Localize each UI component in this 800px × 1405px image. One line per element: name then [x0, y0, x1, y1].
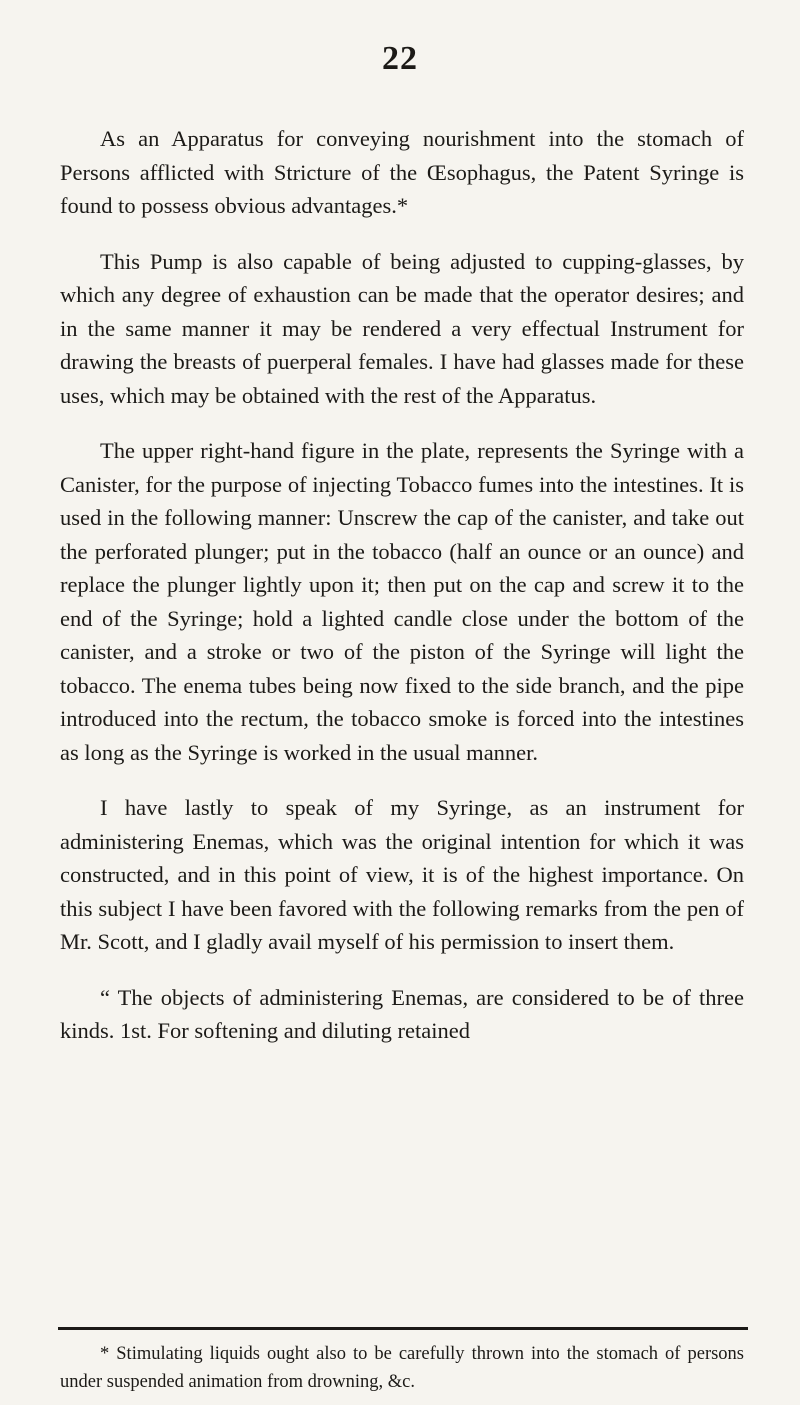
paragraph-pump: This Pump is also capable of being adjusted to cupping-glasses, by which any degree of exhaustion can be made that the operator desires; and in the same manner it may be rendered a very effectual Instrument for drawing the breasts of puerperal females. I have had glasses made for these uses, which may be obtained with the rest of the Apparatus. — [60, 248, 744, 408]
body-text — [60, 122, 744, 1048]
footnote: * Stimulating liquids ought also to be carefully thrown into the stomach of persons under suspended animation from drowning, &c. — [60, 1344, 744, 1392]
paragraph-apparatus: As an Apparatus for conveying nourishment into the stomach of Persons afflicted with Stricture of the Œsophagus, the Patent Syringe is found to possess obvious advantages.* — [60, 126, 744, 218]
paragraph-enemas: I have lastly to speak of my Syringe, as an instrument for administering Enemas, which was the original intention for which it was constructed, and in this point of view, it is of the highest importance. On this subject I have been favored with the following remarks from the pen of Mr. Scott, and I gladly avail myself of his permission to insert them. — [60, 795, 744, 954]
paragraph-canister: The upper right-hand figure in the plate, represents the Syringe with a Canister, for the purpose of injecting Tobacco fumes into the intestines. It is used in the following manner: Unscrew the cap of the canister, and take out the perforated plunger; put in the tobacco (half an ounce or an ounce) and replace the plunger lightly upon it; then put on the cap and screw it to the end of the Syringe; hold a lighted candle close under the bottom of the canister, and a stroke or two of the piston of the Syringe will light the tobacco. The enema tubes being now fixed to the side branch, and the pipe introduced into the rectum, the tobacco smoke is forced into the intestines as long as the Syringe is worked in the usual manner. — [60, 438, 744, 765]
paragraph-quote: “ The objects of administering Enemas, are considered to be of three kinds. 1st. For softening and diluting retained — [60, 984, 744, 1043]
page-number: 22 — [382, 40, 418, 77]
footnote-divider — [58, 1327, 748, 1330]
